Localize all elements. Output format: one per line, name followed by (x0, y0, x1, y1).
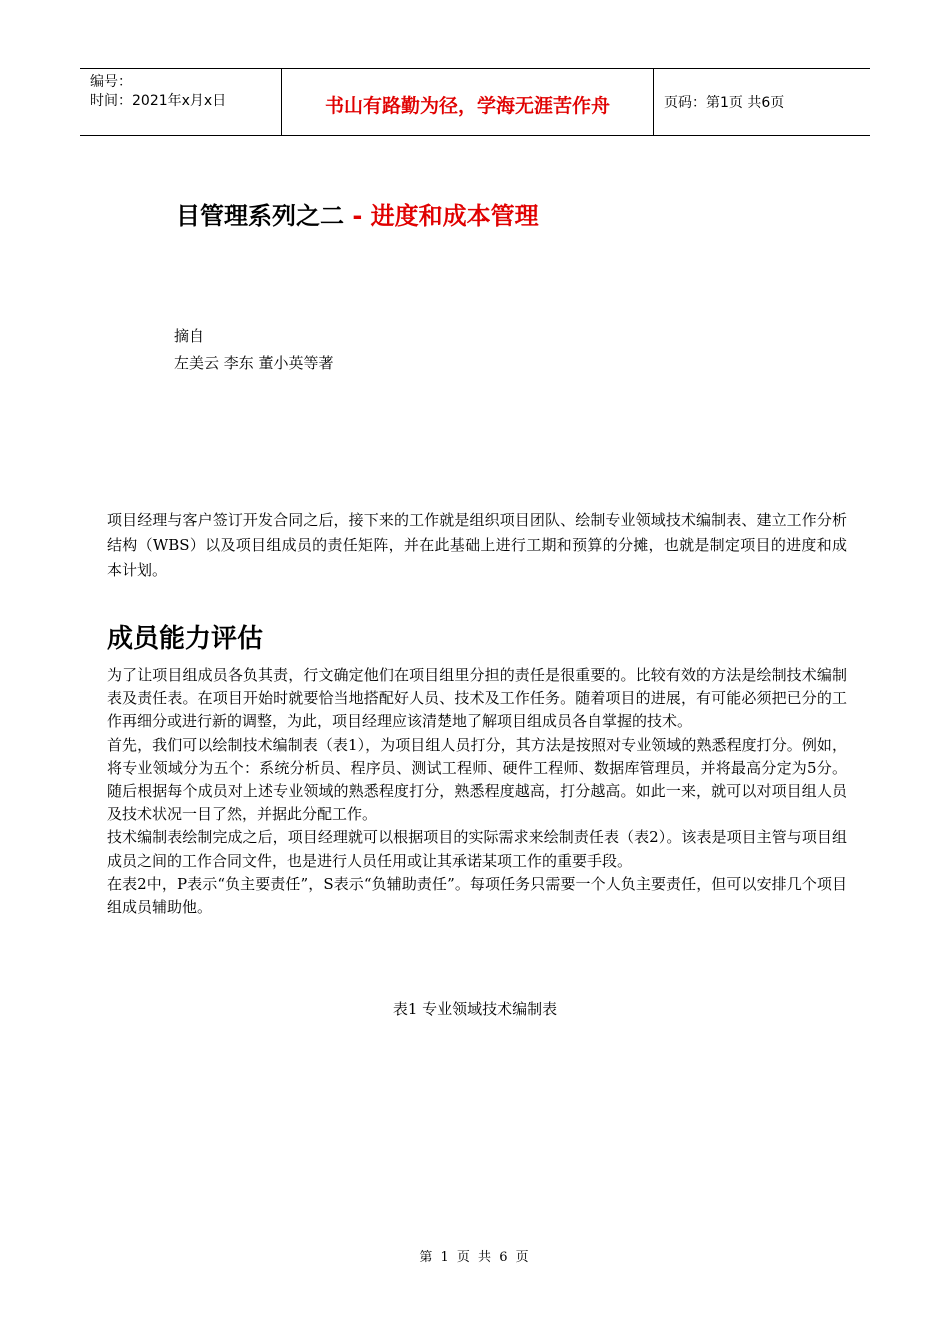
paragraph: 在表2中，P表示“负主要责任”，S表示“负辅助责任”。每项任务只需要一个人负主要责任，但可以安排几个项目组成员辅助他。 (107, 874, 847, 917)
doc-time-label: 时间：2021年x月x日 (90, 93, 227, 109)
page-footer: 第 1 页 共 6 页 (419, 1250, 531, 1265)
paragraph: 首先，我们可以绘制技术编制表（表1），为项目组人员打分，其方法是按照对专业领域的熟悉程度打分。例如，将专业领域分为五个：系统分析员、程序员、测试工程师、硬件工程师、数据库管理员，并将最高分定为5分。随后根据每个成员对上述专业领域的熟悉程度打分，熟悉程度越高，打分越高。如此一来，就可以对项目组人员及技术状况一目了然，并据此分配工作。 (107, 735, 847, 824)
header-page-info: 页码：第1页 共6页 (664, 95, 785, 111)
title-part1: 目管理系列之二 (176, 202, 353, 230)
title-part2: - 进度和成本管理 (352, 202, 539, 230)
header-motto: 书山有路勤为径，学海无涯苦作舟 (282, 69, 654, 135)
paragraph: 技术编制表绘制完成之后，项目经理就可以根据项目的实际需求来绘制责任表（表2）。该表是项目主管与项目组成员之间的工作合同文件，也是进行人员任用或让其承诺某项工作的重要手段。 (107, 828, 847, 870)
header-meta (80, 69, 282, 135)
table-caption: 表1 专业领域技术编制表 (392, 1000, 558, 1018)
source-authors: 左美云 李东 董小英等著 (174, 354, 334, 372)
page-header (80, 68, 870, 136)
source-label: 摘自 (174, 327, 205, 345)
section-body (107, 664, 847, 919)
intro-paragraph: 项目经理与客户签订开发合同之后，接下来的工作就是组织项目团队、绘制专业领域技术编制表、建立工作分析结构（WBS）以及项目组成员的责任矩阵，并在此基础上进行工期和预算的分摊，也就是制定项目的进度和成本计划。 (107, 511, 847, 579)
document-title (176, 196, 539, 231)
source-block (174, 323, 334, 377)
paragraph: 为了让项目组成员各负其责，行文确定他们在项目组里分担的责任是很重要的。比较有效的方法是绘制技术编制表及责任表。在项目开始时就要恰当地搭配好人员、技术及工作任务。随着项目的进展，有可能必须把已分的工作再细分或进行新的调整，为此，项目经理应该清楚地了解项目组成员各自掌握的技术。 (107, 666, 847, 731)
section-heading: 成员能力评估 (107, 624, 264, 654)
doc-number-label: 编号： (90, 74, 132, 90)
